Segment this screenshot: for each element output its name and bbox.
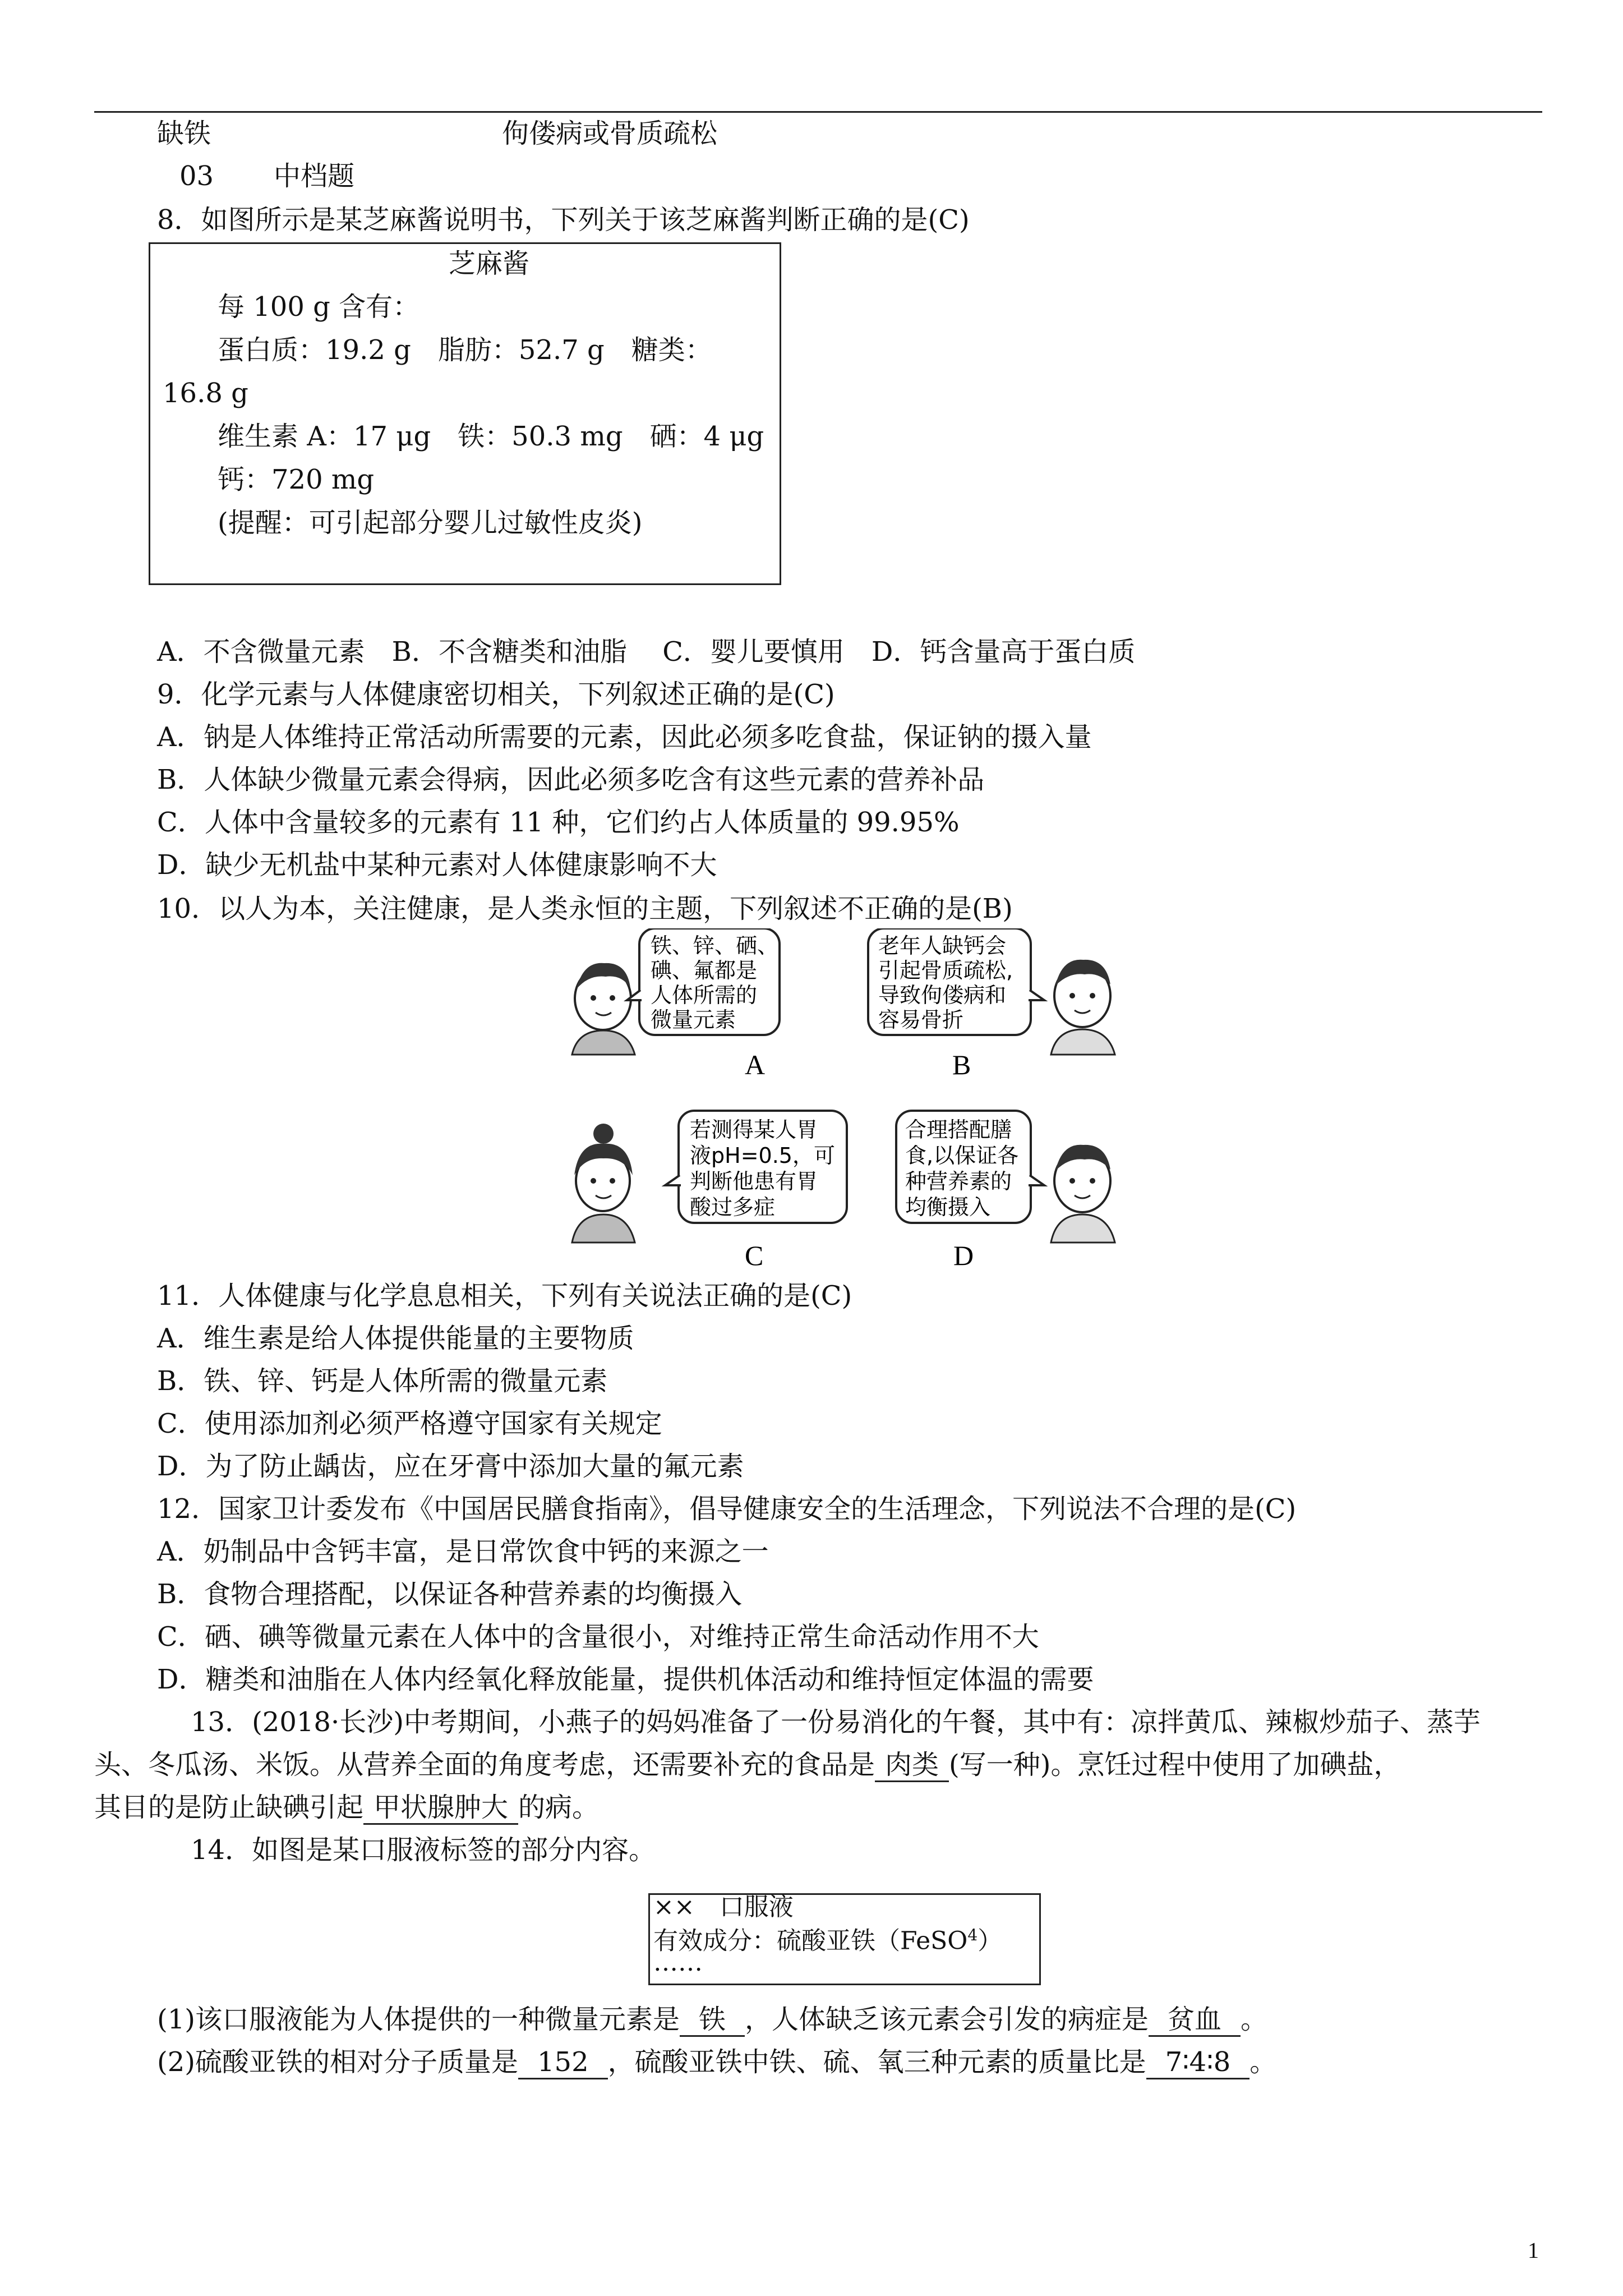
figure-a-text-2: 碘、氟都是 bbox=[651, 958, 758, 983]
q8-stem: 8．如图所示是某芝麻酱说明书，下列关于该芝麻酱判断正确的是(C) bbox=[157, 204, 970, 236]
figure-d-boy-icon bbox=[1051, 1145, 1115, 1243]
oral-label-line1: ×× 口服液 bbox=[653, 1893, 794, 1921]
figure-b-bubble bbox=[868, 928, 1044, 1035]
figure-a-bubble bbox=[627, 928, 780, 1035]
sesame-label-line5: 钙：720 mg bbox=[218, 464, 375, 495]
q14-part1-a: (1)该口服液能为人体提供的一种微量元素是 bbox=[157, 2004, 680, 2035]
q12-option-b: B．食物合理搭配，以保证各种营养素的均衡摄入 bbox=[157, 1579, 743, 1610]
oral-label-line2-text: 有效成分：硫酸亚铁（FeSO bbox=[653, 1926, 968, 1955]
q14-part1 bbox=[157, 2003, 1267, 2037]
figure-c-text-2: 液pH=0.5，可 bbox=[690, 1143, 835, 1168]
figure-d-bubble bbox=[896, 1111, 1044, 1223]
carry-over-right: 佝偻病或骨质疏松 bbox=[502, 118, 718, 149]
figure-a-text-1: 铁、锌、硒、 bbox=[651, 933, 779, 958]
figure-b-text-2: 引起骨质疏松, bbox=[878, 958, 1013, 983]
carry-over-left: 缺铁 bbox=[157, 118, 211, 149]
figure-c-text-4: 酸过多症 bbox=[690, 1195, 776, 1220]
figure-c-label: C bbox=[745, 1240, 764, 1271]
figure-b-label: B bbox=[952, 1049, 971, 1080]
figure-a-text-4: 微量元素 bbox=[651, 1007, 736, 1032]
q13-line2 bbox=[94, 1748, 1401, 1782]
q10-figure bbox=[566, 928, 1133, 1276]
page-number: 1 bbox=[1528, 2238, 1539, 2263]
q8-options: A．不含微量元素 B．不含糖类和油脂 C．婴儿要慎用 D．钙含量高于蛋白质 bbox=[157, 636, 1136, 668]
q13-answer-disease: 甲状腺肿大 bbox=[363, 1792, 518, 1825]
figure-b-text-4: 容易骨折 bbox=[878, 1007, 964, 1032]
q13-line3-a: 其目的是防止缺碘引起 bbox=[94, 1792, 364, 1823]
figure-a-label: A bbox=[745, 1049, 766, 1080]
oral-label-line2 bbox=[653, 1921, 1002, 1955]
oral-label-line2-end: ） bbox=[978, 1926, 1003, 1955]
q13-line2-a: 头、冬瓜汤、米饭。从营养全面的角度考虑，还需要补充的食品是 bbox=[94, 1749, 875, 1780]
q14-part2-c: 。 bbox=[1249, 2046, 1277, 2078]
q9-option-a: A．钠是人体维持正常活动所需要的元素，因此必须多吃食盐，保证钠的摄入量 bbox=[157, 721, 1092, 753]
oral-label-line3: …… bbox=[653, 1948, 703, 1977]
figure-d-text-2: 食,以保证各 bbox=[905, 1143, 1019, 1168]
q11-option-c: C．使用添加剂必须严格遵守国家有关规定 bbox=[157, 1408, 662, 1439]
figure-c-text-3: 判断他患有胃 bbox=[690, 1169, 818, 1194]
section-number: 03 bbox=[179, 160, 214, 192]
q12-stem: 12．国家卫计委发布《中国居民膳食指南》，倡导健康安全的生活理念，下列说法不合理的是(C) bbox=[157, 1493, 1297, 1525]
sesame-label-line3: 16.8 g bbox=[163, 378, 248, 409]
q14-part2-b: ，硫酸亚铁中铁、硫、氧三种元素的质量比是 bbox=[607, 2046, 1146, 2078]
q14-answer-mass-ratio: 7∶4∶8 bbox=[1146, 2046, 1250, 2079]
q14-answer-element: 铁 bbox=[680, 2004, 745, 2037]
figure-b-boy-icon bbox=[1051, 960, 1115, 1055]
q10-stem: 10．以人为本，关注健康，是人类永恒的主题，下列叙述不正确的是(B) bbox=[157, 893, 1013, 924]
q14-answer-molar-mass: 152 bbox=[518, 2046, 608, 2079]
q11-option-d: D．为了防止龋齿，应在牙膏中添加大量的氟元素 bbox=[157, 1451, 744, 1482]
q12-option-a: A．奶制品中含钙丰富，是日常饮食中钙的来源之一 bbox=[157, 1536, 769, 1567]
figure-d-text-3: 种营养素的 bbox=[905, 1169, 1012, 1194]
q12-option-c: C．硒、碘等微量元素在人体中的含量很小，对维持正常生命活动作用不大 bbox=[157, 1621, 1039, 1653]
figure-c-girl-icon bbox=[572, 1124, 635, 1243]
q13-answer-food: 肉类 bbox=[875, 1749, 949, 1782]
q11-stem: 11．人体健康与化学息息相关，下列有关说法正确的是(C) bbox=[157, 1280, 852, 1312]
q14-part1-c: 。 bbox=[1241, 2004, 1268, 2035]
figure-d-label: D bbox=[953, 1240, 974, 1271]
q11-option-b: B．铁、锌、钙是人体所需的微量元素 bbox=[157, 1365, 608, 1397]
figure-b-text-3: 导致佝偻病和 bbox=[878, 983, 1007, 1007]
figure-d-text-1: 合理搭配膳 bbox=[905, 1117, 1012, 1142]
oral-label-subscript: 4 bbox=[967, 1926, 978, 1944]
figure-c-bubble bbox=[665, 1111, 847, 1223]
sesame-label-line6: (提醒：可引起部分婴儿过敏性皮炎) bbox=[218, 507, 643, 539]
figure-c-text-1: 若测得某人胃 bbox=[690, 1117, 818, 1142]
q14-stem: 14．如图是某口服液标签的部分内容。 bbox=[191, 1834, 656, 1866]
q9-option-b: B．人体缺少微量元素会得病，因此必须多吃含有这些元素的营养补品 bbox=[157, 764, 985, 795]
sesame-label-line4: 维生素 A：17 μg 铁：50.3 mg 硒：4 μg bbox=[218, 421, 764, 452]
figure-a-boy-icon bbox=[572, 963, 635, 1055]
figure-d-text-4: 均衡摄入 bbox=[905, 1195, 991, 1220]
sesame-label-line2: 蛋白质：19.2 g 脂肪：52.7 g 糖类： bbox=[218, 334, 712, 366]
q13-line1: 13．(2018·长沙)中考期间，小燕子的妈妈准备了一份易消化的午餐，其中有：凉拌黄瓜、辣椒炒茄子、蒸芋 bbox=[191, 1706, 1481, 1738]
sesame-label-line1: 每 100 g 含有： bbox=[218, 291, 420, 323]
sesame-label-title: 芝麻酱 bbox=[449, 248, 530, 279]
q13-line2-b: (写一种)。烹饪过程中使用了加碘盐， bbox=[949, 1749, 1401, 1780]
figure-b-text-1: 老年人缺钙会 bbox=[878, 933, 1007, 958]
q11-option-a: A．维生素是给人体提供能量的主要物质 bbox=[157, 1323, 634, 1354]
header-rule bbox=[94, 111, 1542, 113]
q13-line3-b: 的病。 bbox=[518, 1792, 600, 1823]
q14-part1-b: ，人体缺乏该元素会引发的病症是 bbox=[745, 2004, 1149, 2035]
section-title: 中档题 bbox=[274, 160, 355, 192]
q13-line3 bbox=[94, 1791, 599, 1825]
q9-option-c: C．人体中含量较多的元素有 11 种，它们约占人体质量的 99.95% bbox=[157, 807, 960, 838]
q14-part2 bbox=[157, 2045, 1276, 2079]
q14-answer-disease: 贫血 bbox=[1149, 2004, 1241, 2037]
q9-option-d: D．缺少无机盐中某种元素对人体健康影响不大 bbox=[157, 849, 717, 881]
q14-part2-a: (2)硫酸亚铁的相对分子质量是 bbox=[157, 2046, 518, 2078]
q12-option-d: D．糖类和油脂在人体内经氧化释放能量，提供机体活动和维持恒定体温的需要 bbox=[157, 1664, 1094, 1695]
figure-a-text-3: 人体所需的 bbox=[651, 983, 758, 1007]
q9-stem: 9．化学元素与人体健康密切相关，下列叙述正确的是(C) bbox=[157, 679, 835, 710]
